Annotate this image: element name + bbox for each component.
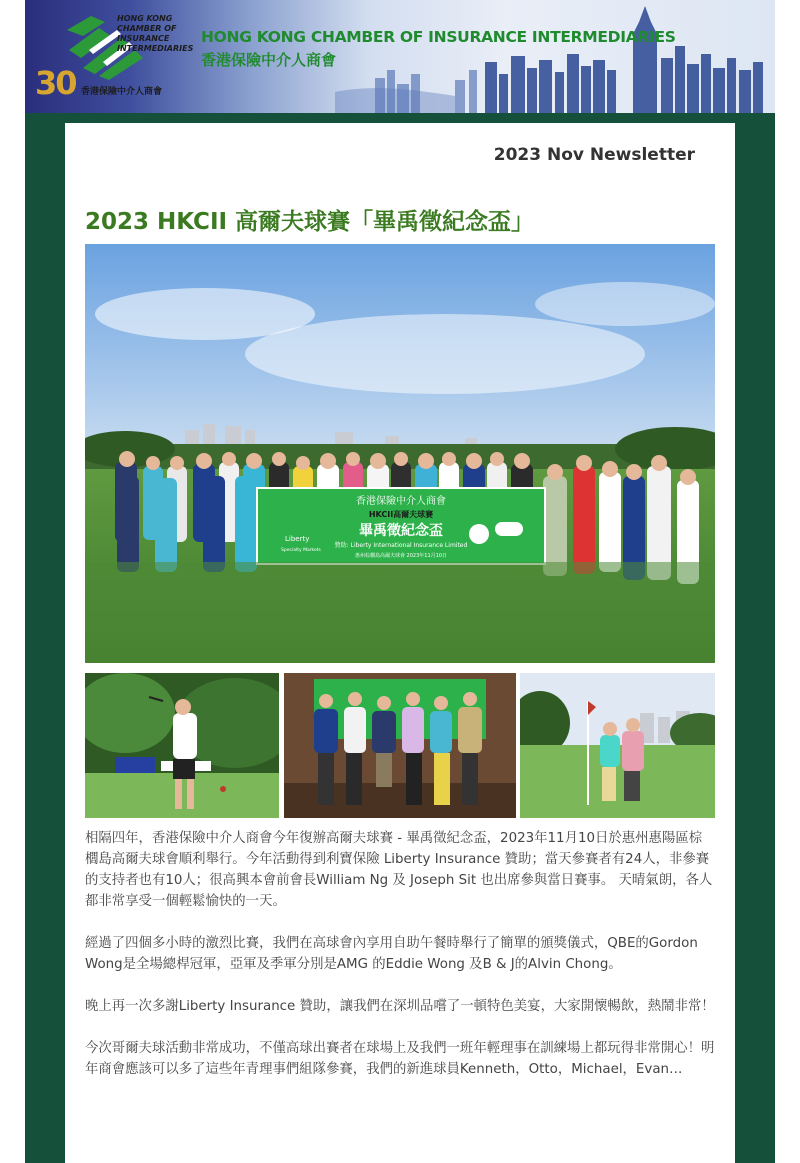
banner-cup: 畢禹徵紀念盃 [359, 523, 443, 539]
logo-name-cn: 香港保險中介人商會 [81, 87, 163, 97]
group-photo [85, 244, 715, 663]
header-banner [25, 0, 775, 113]
article-paragraph: 今次哥爾夫球活動非常成功，不僅高球出賽者在球場上及我們一班年輕理事在訓練場上都玩得非常開心！明年商會應該可以多了這些年青理事們組隊參賽，我們的新進球員Kenneth，Otto，Michael，Evan… [85, 1041, 715, 1077]
golfer-swing-photo [85, 673, 279, 818]
org-name-en: HONG KONG CHAMBER OF INSURANCE INTERMEDIARIES [201, 28, 676, 46]
article-paragraph: 晚上再一次多謝Liberty Insurance 贊助，讓我們在深圳品嚐了一頓特色美宴，大家開懷暢飲，熱鬧非常！ [85, 999, 715, 1014]
banner-venue-date: 惠州棕櫚島高爾夫球會 2023年11月10日 [354, 553, 448, 559]
newsletter-card [65, 123, 735, 1163]
event-banner [257, 488, 545, 564]
skyline-illustration [335, 0, 775, 113]
newsletter-issue: 2023 Nov Newsletter [493, 145, 695, 165]
award-ceremony-photo [284, 673, 516, 818]
banner-org: 香港保險中介人商會 [356, 496, 446, 507]
anniversary-number: 30 [35, 64, 76, 102]
hkcii-30th-logo [35, 10, 195, 102]
article-paragraph: 相隔四年，香港保險中介人商會今年復辦高爾夫球賽 - 畢禹徵紀念盃，2023年11月10日於惠州惠陽區棕櫚島高爾夫球會順利舉行。今年活動得到利寶保險 Liberty Insurance 贊助；當天參賽者有24人，非參賽的支持者也有10人；很高興本會前會長William Ng 及 Joseph Sit 也出席參與當日賽事。 天晴氣朗，各人都非常享受一個輕鬆愉快的一天。 [85, 831, 713, 909]
banner-brand-sub: Specialty Markets [281, 548, 321, 553]
flagstick-photo [520, 673, 715, 818]
logo-name-en: HONG KONG CHAMBER OF INSURANCE INTERMEDIARIES [117, 14, 194, 53]
banner-brand: Liberty [285, 535, 310, 543]
article-headline: 2023 HKCII 高爾夫球賽「畢禹徵紀念盃」 [85, 209, 535, 235]
article-paragraph: 經過了四個多小時的激烈比賽，我們在高球會內享用自助午餐時舉行了簡單的頒獎儀式，QBE的Gordon Wong是全場總桿冠軍，亞軍及季軍分別是AMG 的Eddie Wong 及B & J的Alvin Chong。 [85, 936, 698, 972]
article-body [85, 828, 715, 1101]
banner-sponsor: 贊助: Liberty International Insurance Limited [334, 542, 468, 549]
banner-event: HKCII高爾夫球賽 [368, 510, 434, 519]
org-name-cn: 香港保險中介人商會 [201, 51, 337, 69]
